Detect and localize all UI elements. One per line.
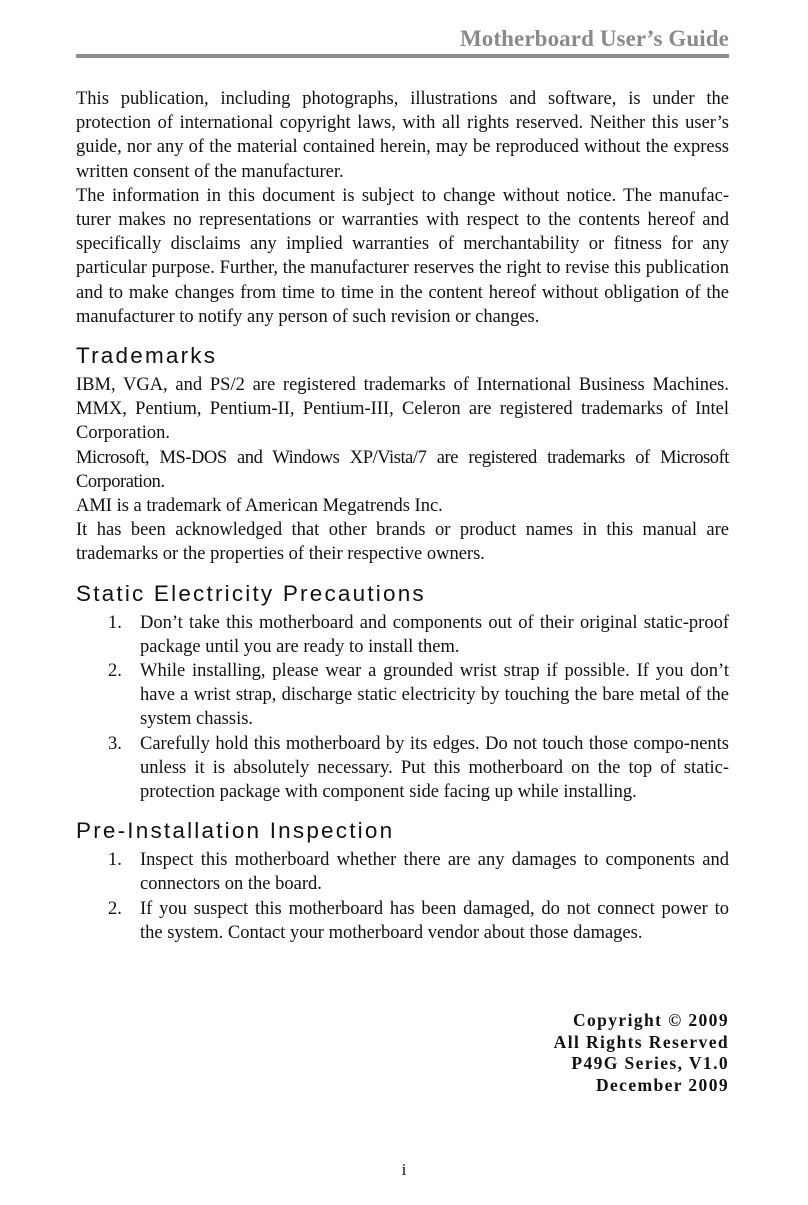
list-item-text: If you suspect this motherboard has been damaged, do not connect power to the system. Contact your motherboard vendor about those damages. — [140, 898, 729, 943]
list-item-number: 2. — [108, 898, 122, 919]
list-item — [76, 848, 729, 896]
static-precautions-heading: Static Electricity Precautions — [76, 580, 426, 606]
page-number: i — [401, 1160, 407, 1179]
list-item-text: Don’t take this motherboard and components out of their original static-proof package until you are ready to install them. — [140, 612, 729, 657]
date-line: December 2009 — [595, 1074, 729, 1095]
static-precautions-list — [76, 611, 729, 805]
page-body — [76, 87, 729, 945]
list-item-text: Carefully hold this motherboard by its edges. Do not touch those compo-nents unless it is absolutely necessary. Put this motherboard on the top of static-protection package with component side facing up while installing. — [140, 733, 729, 803]
series-version-line: P49G Series, V1.0 — [571, 1053, 729, 1073]
trademark-line: AMI is a trademark of American Megatrends Inc. — [76, 496, 443, 517]
trademarks-heading: Trademarks — [76, 343, 218, 369]
list-item-number: 2. — [108, 661, 122, 682]
list-item-number: 3. — [108, 733, 122, 754]
list-item — [76, 897, 729, 945]
intro-paragraph-1: This publication, including photographs, illustrations and software, is under the protection of international copyright laws, with all rights reserved. Neither this user’s guide, nor any of the material contained herein, may be reproduced without the express written consent of the manufacturer. — [76, 89, 729, 182]
list-item — [76, 732, 729, 805]
copyright-line: Copyright © 2009 — [572, 1010, 729, 1030]
list-item — [76, 659, 729, 732]
header-divider — [76, 54, 729, 58]
trademark-line: Microsoft, MS-DOS and Windows XP/Vista/7 are registered trademarks of Microsoft Corporation. — [76, 447, 729, 492]
list-item-number: 1. — [108, 612, 122, 633]
list-item-text: Inspect this motherboard whether there are any damages to components and connectors on the board. — [140, 850, 729, 895]
header-title: Motherboard User’s Guide — [460, 26, 729, 51]
trademark-line: IBM, VGA, and PS/2 are registered trademarks of International Business Machines. — [76, 375, 729, 396]
intro-paragraph-2: The information in this document is subject to change without notice. The manufac-turer makes no representations or warranties with respect to the contents hereof and specifically disclaims any implied warranties of merchantability or fitness for any particular purpose. Further, the manufacturer reserves the right to revise this publication and to make changes from time to time in the content hereof without obligation of the manufacturer to notify any person of such revision or changes. — [76, 185, 729, 327]
trademark-line: It has been acknowledged that other brands or product names in this manual are trademarks or the properties of their respective owners. — [76, 520, 729, 565]
rights-line: All Rights Reserved — [553, 1031, 729, 1052]
inspection-list — [76, 848, 729, 945]
copyright-block — [554, 1010, 729, 1096]
list-item — [76, 611, 729, 659]
inspection-heading: Pre-Installation Inspection — [76, 818, 395, 844]
trademark-line: MMX, Pentium, Pentium-II, Pentium-III, Celeron are registered trademarks of Intel Corporation. — [76, 399, 729, 444]
list-item-text: While installing, please wear a grounded wrist strap if possible. If you don’t have a wrist strap, discharge static electricity by touching the bare metal of the system chassis. — [140, 661, 729, 730]
list-item-number: 1. — [108, 850, 122, 871]
